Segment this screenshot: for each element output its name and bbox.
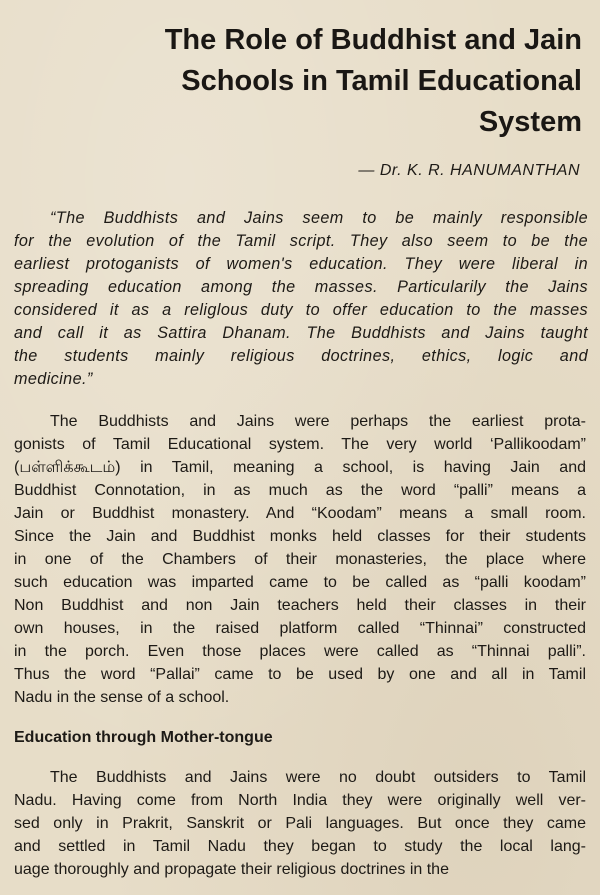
body-paragraph-1	[14, 410, 586, 709]
paragraph-line: Thus the word “Pallai” came to be used by one and all in Tamil	[14, 666, 586, 683]
paragraph-line: Buddhist Connotation, in as much as the word “palli” means a	[14, 482, 586, 499]
section-heading: Education through Mother-tongue	[14, 729, 273, 746]
quote-line: spreading education among the masses. Particularily the Jains	[14, 278, 588, 296]
paragraph-line: The Buddhists and Jains were no doubt outsiders to Tamil	[50, 769, 586, 786]
paragraph-line: Non Buddhist and non Jain teachers held their classes in their	[14, 597, 586, 614]
quote-line: considered it as a religlous duty to offer education to the masses	[14, 301, 588, 319]
paragraph-line: such education was imparted came to be called as “palli koodam”	[14, 574, 586, 591]
quote-line: and call it as Sattira Dhanam. The Buddhists and Jains taught	[14, 324, 588, 342]
title-line: The Role of Buddhist and Jain	[164, 24, 582, 56]
paragraph-line: Since the Jain and Buddhist monks held classes for their students	[14, 528, 586, 545]
body-paragraph-2	[14, 766, 586, 881]
paragraph-line: Nadu in the sense of a school.	[14, 689, 230, 706]
title-line: Schools in Tamil Educational	[181, 65, 582, 97]
paragraph-line: sed only in Prakrit, Sanskrit or Pali languages. But once they came	[14, 815, 586, 832]
paragraph-line: own houses, in the raised platform called “Thinnai” constructed	[14, 620, 586, 637]
epigraph-quote	[14, 207, 588, 391]
paragraph-line: and settled in Tamil Nadu they began to study the local lang-	[14, 838, 586, 855]
quote-line: for the evolution of the Tamil script. They also seem to be the	[14, 232, 588, 250]
quote-line: “The Buddhists and Jains seem to be mainly responsible	[50, 209, 588, 227]
paragraph-line: (பள்ளிக்கூடம்) in Tamil, meaning a school, is having Jain and	[14, 459, 586, 476]
paragraph-line: gonists of Tamil Educational system. The very world ‘Pallikoodam”	[14, 436, 586, 453]
quote-line: earliest protoganists of women's education. They were liberal in	[14, 255, 588, 273]
paragraph-line: The Buddhists and Jains were perhaps the earliest prota-	[50, 413, 586, 430]
author-byline: — Dr. K. R. HANUMANTHAN	[358, 162, 580, 179]
quote-line: medicine.”	[14, 370, 93, 388]
quote-line: the students mainly religious doctrines, ethics, logic and	[14, 347, 588, 365]
paragraph-line: uage thoroughly and propagate their religious doctrines in the	[14, 861, 449, 878]
paragraph-line: in the porch. Even those places were called as “Thinnai palli”.	[14, 643, 586, 660]
title-line: System	[478, 106, 582, 138]
paragraph-line: in one of the Chambers of their monasteries, the place where	[14, 551, 586, 568]
paragraph-line: Nadu. Having come from North India they were originally well ver-	[14, 792, 586, 809]
article-title	[22, 20, 582, 143]
paragraph-line: Jain or Buddhist monastery. And “Koodam” means a small room.	[14, 505, 586, 522]
